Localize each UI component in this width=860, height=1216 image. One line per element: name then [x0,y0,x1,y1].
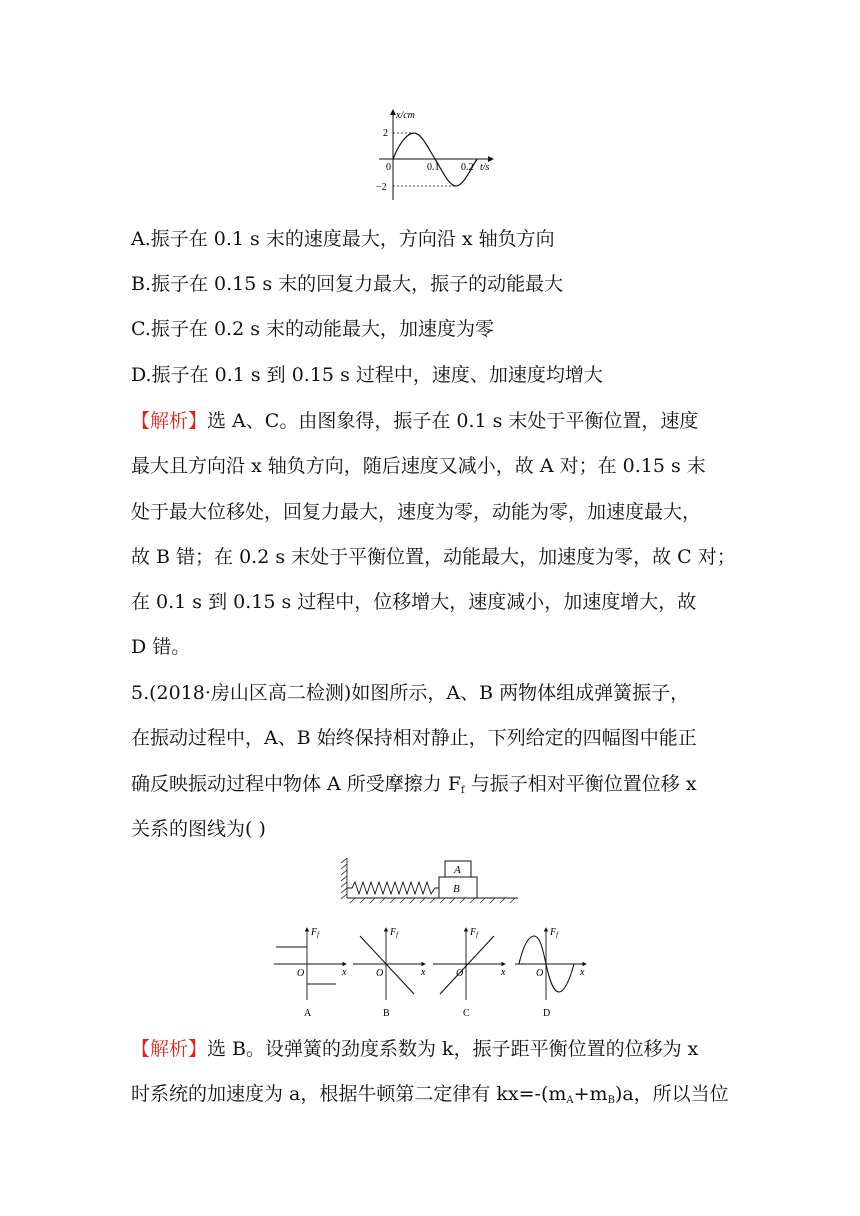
figure-spring-oscillator [338,856,522,906]
graph-d-f-label: F [550,927,557,938]
graph-b-f-sub: f [396,931,398,939]
analysis-tag: 【解析】 [131,410,208,432]
analysis-2-text: 选 B。设弹簧的劲度系数为 k，振子距平衡位置的位移为 x [207,1038,699,1060]
block-b-label: B [453,883,460,895]
analysis-1-text: 选 A、C。由图象得，振子在 0.1 s 末处于平衡位置，速度 [207,410,699,432]
tick-y-bottom: −2 [376,182,387,193]
graph-c-f-sub: f [476,931,478,939]
q5-subscript-f: f [461,785,465,796]
graph-b-f-label: F [390,927,397,938]
a2-line-2-post: )a，所以当位 [614,1083,729,1105]
a2-sub-b: B [607,1095,615,1106]
analysis-1-line-5: 在 0.1 s 到 0.15 s 过程中，位移增大，速度减小，加速度增大，故 [131,591,697,613]
graph-a-x-label: x [342,967,347,978]
graph-c-f-label: F [470,927,477,938]
figure-answer-graphs [270,922,590,1020]
question-5-line-3 [131,770,731,805]
figure-xt-graph [365,104,500,204]
spring [347,882,439,894]
wall-hatch [341,858,347,899]
graph-b-origin: O [376,968,384,979]
question-5-line-4: 关系的图线为( ) [131,818,266,840]
graph-d-f-sub: f [556,931,558,939]
question-5-line-2: 在振动过程中，A、B 始终保持相对静止，下列给定的四幅图中能正 [131,727,697,749]
graph-c-x-label: x [501,967,506,978]
graph-d-caption: D [543,1008,551,1019]
graph-d [515,927,586,1019]
analysis-1-line-4: 故 B 错；在 0.2 s 末处于平衡位置，动能最大，加速度为零，故 C 对； [131,546,736,568]
y-axis-label: x/cm [396,110,415,121]
graph-a-f-sub: f [317,931,319,939]
analysis-1-line-2: 最大且方向沿 x 轴负方向，随后速度又减小，故 A 对；在 0.15 s 末 [131,455,706,477]
tick-y-top: 2 [383,128,388,139]
a2-line-2-pre: 时系统的加速度为 a，根据牛顿第二定律有 kx=-(m [131,1083,567,1105]
graph-b-caption: B [383,1008,390,1019]
tick-x-2: 0.2 [461,162,474,173]
graph-a-caption: A [304,1008,312,1019]
origin-label: 0 [386,162,391,173]
graph-d-origin: O [536,968,544,979]
analysis-1-line-1 [131,407,731,435]
x-axis-label: t/s [480,162,490,173]
question-5-line-1: 5.(2018·房山区高二检测)如图所示，A、B 两物体组成弹簧振子， [131,682,690,704]
analysis-1-line-6: D 错。 [131,636,191,658]
analysis-2-line-2 [131,1080,731,1115]
graph-a-f-label: F [311,927,318,938]
graph-c-origin: O [456,968,464,979]
option-c: C.振子在 0.2 s 末的动能最大，加速度为零 [131,318,494,340]
graph-c [433,927,506,1019]
q5-line-3-post: 与振子相对平衡位置位移 x [464,773,697,795]
analysis-2-tag: 【解析】 [131,1038,208,1060]
graph-b [353,927,426,1019]
analysis-1-line-3: 处于最大位移处，回复力最大，速度为零，动能为零，加速度最大， [131,501,702,523]
analysis-2-line-1 [131,1035,731,1063]
floor-hatch [350,898,515,903]
a2-sub-a: A [566,1095,574,1106]
tick-x-1: 0.1 [427,162,440,173]
a2-line-2-mid: +m [573,1083,608,1105]
q5-line-3-pre: 确反映振动过程中物体 A 所受摩擦力 F [131,773,462,795]
graph-d-x-label: x [580,967,585,978]
graph-c-caption: C [463,1008,470,1019]
option-d: D.振子在 0.1 s 到 0.15 s 过程中，速度、加速度均增大 [131,364,603,386]
block-a-label: A [454,864,461,876]
option-b: B.振子在 0.15 s 末的回复力最大，振子的动能最大 [131,273,564,295]
graph-a-origin: O [297,968,305,979]
graph-a [274,927,347,1019]
option-a: A.振子在 0.1 s 末的速度最大，方向沿 x 轴负方向 [131,228,555,250]
graph-b-x-label: x [421,967,426,978]
